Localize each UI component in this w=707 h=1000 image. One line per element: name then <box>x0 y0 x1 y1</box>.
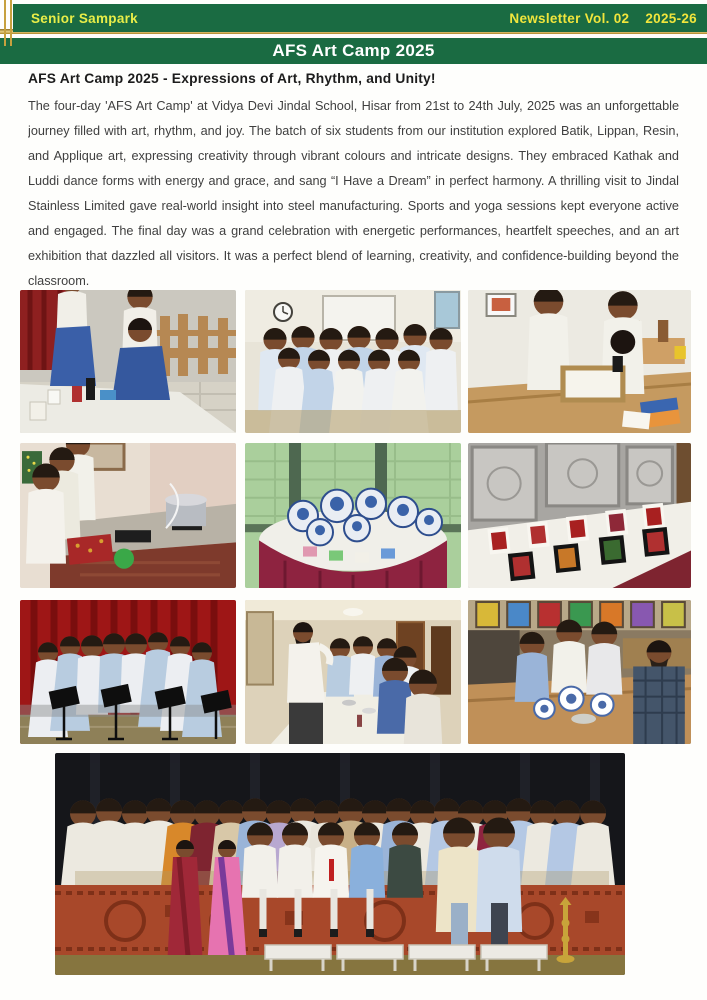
photo-choir-performance <box>20 600 236 744</box>
issue-info <box>509 11 697 26</box>
photo-plate-display <box>245 443 461 588</box>
photo-batik-work <box>20 443 236 588</box>
page-title: AFS Art Camp 2025 <box>272 41 435 60</box>
issue-label: Newsletter Vol. 02 <box>509 10 630 26</box>
photo-mentor-talk <box>245 600 461 744</box>
corner-gold-line <box>10 0 12 46</box>
article-heading: AFS Art Camp 2025 - Expressions of Art, Rhythm, and Unity! <box>28 71 436 86</box>
photo-plate-workshop <box>468 600 691 744</box>
photo-artwork-exhibition <box>468 443 691 588</box>
year-label: 2025-26 <box>645 10 697 26</box>
photo-lippan-tray <box>468 290 691 433</box>
brand-title: Senior Sampark <box>31 10 138 26</box>
photo-resin-art <box>20 290 236 433</box>
masthead-bar <box>13 4 707 32</box>
article-body: The four-day 'AFS Art Camp' at Vidya Devi Jindal School, Hisar from 21st to 24th July, 2025 was an unforgettable journey filled with art, rhythm, and joy. The batch of six students from our institution explored Batik, Lippan, Resin, and Applique art, expressing creativity through vibrant colours and intricate designs. They embraced Kathak and Luddi dance forms with energy and grace, and sang “I Have a Dream” in perfect harmony. A thrilling visit to Jindal Stainless Limited gave real-world insight into steel manufacturing. Sports and yoga sessions kept everyone active and engaged. The final day was a grand celebration with energetic performances, heartfelt speeches, and an art exhibition that dazzled all visitors. It was a perfect blend of learning, creativity, and confidence-building beyond the classroom. <box>28 99 679 288</box>
corner-gold-line <box>4 0 6 46</box>
banner-title-bar <box>0 38 707 64</box>
photo-class-group <box>245 290 461 433</box>
article <box>28 71 679 294</box>
photo-stage-group <box>55 753 625 975</box>
